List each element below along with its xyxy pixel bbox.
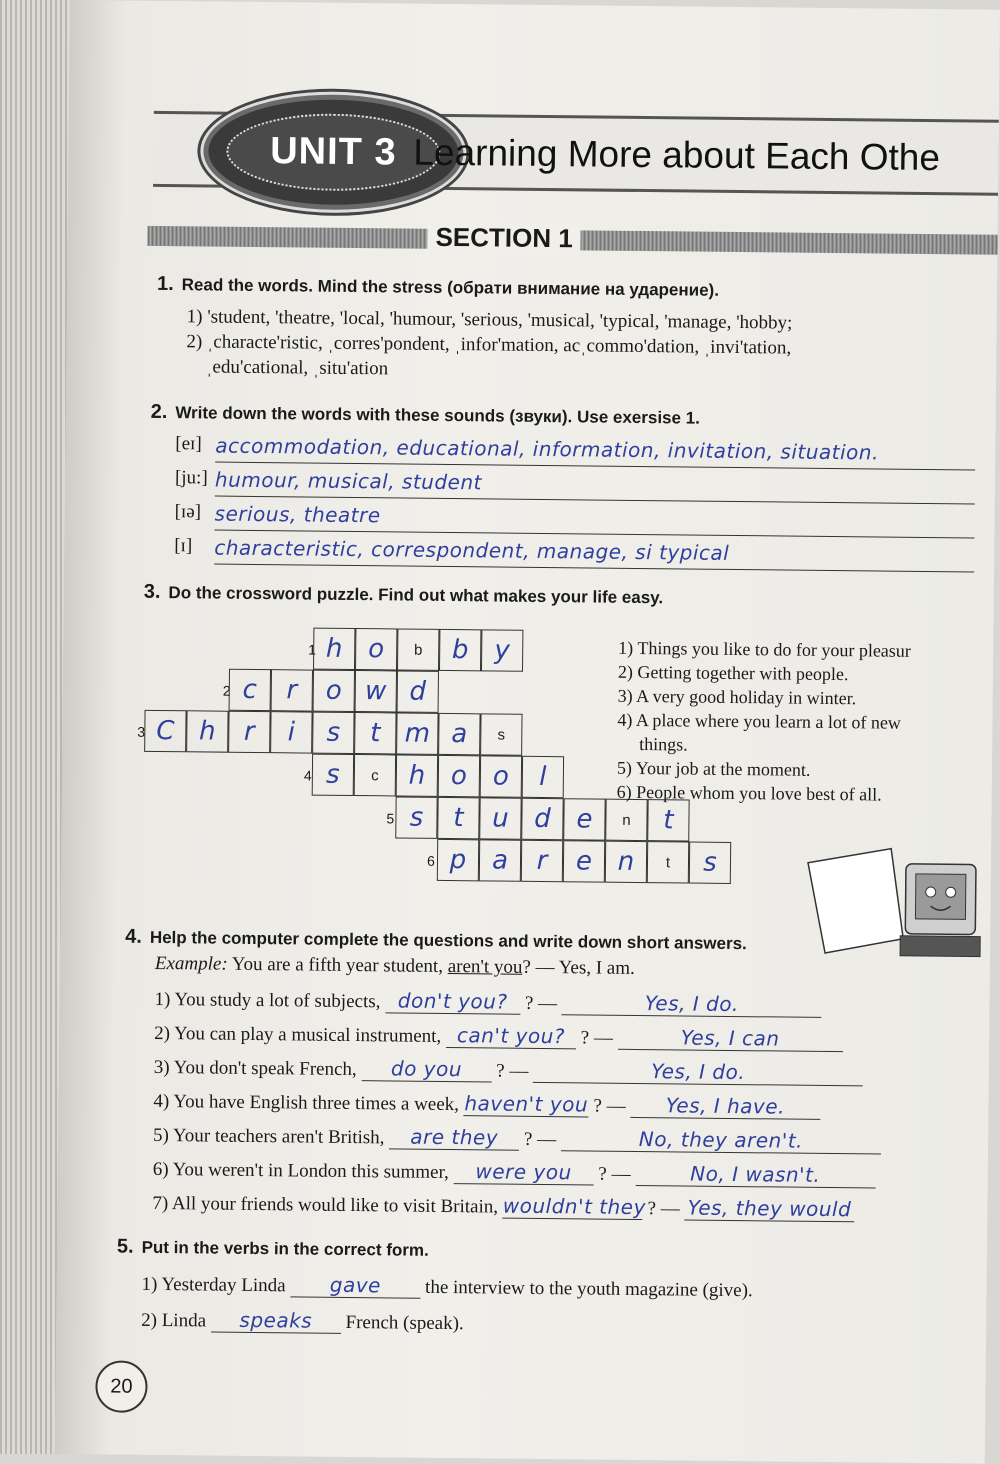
- page-number: 20: [95, 1360, 148, 1413]
- sound-label: [ɪ]: [174, 535, 193, 557]
- verb-field[interactable]: speaks: [211, 1308, 341, 1334]
- clue-number-1: 1: [308, 641, 317, 658]
- crossword-cell[interactable]: u: [479, 797, 521, 839]
- clue-line: 2) Getting together with people.: [617, 661, 849, 685]
- clue-line: things.: [639, 734, 688, 755]
- clue-line: 5) Your job at the moment.: [616, 757, 811, 780]
- clue-line: 3) A very good holiday in winter.: [617, 685, 857, 709]
- ex5-item-2: [141, 1307, 464, 1335]
- exercise-instruction: Help the computer complete the questions and write down short answers.: [149, 927, 747, 954]
- tag-field[interactable]: wouldn't they: [502, 1193, 647, 1220]
- separator: ? —: [523, 1128, 557, 1151]
- clue-line: 6) People whom you love best of all.: [616, 781, 882, 805]
- separator: ? —: [593, 1095, 626, 1117]
- ex4-example: [155, 953, 635, 980]
- question-row: [152, 1190, 982, 1233]
- sentence-end: French (speak).: [345, 1311, 464, 1335]
- question-stem: 3) You don't speak French,: [153, 1056, 357, 1081]
- answer-field[interactable]: [214, 536, 974, 573]
- answer-field[interactable]: [215, 468, 975, 505]
- section-label: SECTION 1: [427, 222, 581, 255]
- crossword-cell[interactable]: l: [522, 756, 564, 798]
- tag-field[interactable]: are they: [389, 1124, 519, 1150]
- exercise-instruction: Write down the words with these sounds (звуки). Use exersise 1.: [175, 403, 701, 428]
- separator: ? —: [598, 1163, 631, 1185]
- tag-field[interactable]: don't you?: [385, 988, 520, 1014]
- ex4-items: [152, 986, 984, 1233]
- exercise-1-title: [157, 273, 719, 302]
- crossword-cell[interactable]: h: [396, 754, 438, 796]
- clue-number-4: 4: [303, 767, 312, 784]
- sentence-end: the interview to the youth magazine (give).: [424, 1276, 753, 1302]
- question-stem: 5) Your teachers aren't British,: [153, 1124, 385, 1149]
- example-answer: ? — Yes, I am.: [522, 956, 635, 979]
- crossword-cell[interactable]: b: [439, 629, 481, 671]
- handwritten-answer: accommodation, educational, information, invitation, situation.: [215, 433, 880, 465]
- crossword-cell[interactable]: r: [521, 840, 563, 882]
- crossword-cell[interactable]: t: [647, 799, 689, 841]
- ex2-row-ei: [175, 433, 975, 463]
- sound-label: [eɪ]: [175, 433, 202, 455]
- exercise-4-title: [125, 926, 747, 956]
- clue-number-2: 2: [222, 682, 231, 699]
- exercise-2-title: [151, 401, 700, 430]
- sound-label: [ju:]: [174, 467, 208, 489]
- exercise-number: 1.: [156, 272, 174, 296]
- exercise-instruction: Read the words. Mind the stress (обрати внимание на ударение).: [181, 275, 720, 300]
- clue-line: 4) A place where you learn a lot of new: [617, 709, 901, 733]
- crossword-cell[interactable]: n: [605, 841, 647, 883]
- workbook-page: [55, 0, 1000, 1464]
- clue-number-3: 3: [137, 723, 146, 740]
- short-answer-field[interactable]: No, I wasn't.: [635, 1161, 875, 1189]
- exercise-5-title: [117, 1236, 429, 1262]
- short-answer-field[interactable]: Yes, I have.: [630, 1093, 820, 1120]
- short-answer-field[interactable]: Yes, I do.: [533, 1058, 863, 1086]
- tag-field[interactable]: do you: [361, 1056, 491, 1082]
- crossword-cell[interactable]: b: [397, 628, 439, 670]
- crossword-cell[interactable]: m: [396, 712, 438, 754]
- example-tag: aren't you: [447, 956, 523, 978]
- crossword-cell[interactable]: s: [395, 796, 437, 838]
- tag-field[interactable]: were you: [453, 1159, 593, 1185]
- ex5-item-1: [141, 1271, 752, 1302]
- crossword-clues: [617, 636, 911, 807]
- crossword-cell[interactable]: s: [312, 754, 354, 796]
- crossword-cell[interactable]: r: [228, 711, 270, 753]
- crossword-cell[interactable]: e: [563, 840, 605, 882]
- computer-illustration: [805, 843, 996, 965]
- crossword-cell[interactable]: s: [689, 842, 731, 884]
- crossword-cell[interactable]: t: [437, 797, 479, 839]
- handwritten-answer: humour, musical, student: [214, 467, 483, 495]
- exercise-3-title: [144, 581, 664, 609]
- question-stem: 6) You weren't in London this summer,: [152, 1158, 449, 1184]
- short-answer-field[interactable]: Yes, I do.: [562, 990, 822, 1018]
- short-answer-field[interactable]: Yes, they would: [684, 1196, 854, 1223]
- separator: ? —: [524, 992, 558, 1015]
- ex1-line-2: 2) ˌcharacte'ristic, ˌcorres'pondent, ˌinfor'mation, acˌcommo'dation, ˌinvi'tation,: [186, 331, 792, 359]
- sentence-start: 2) Linda: [141, 1309, 207, 1332]
- crossword-cell[interactable]: o: [438, 755, 480, 797]
- crossword-cell[interactable]: t: [647, 841, 689, 883]
- crossword-cell[interactable]: p: [437, 839, 479, 881]
- handwritten-answer: characteristic, correspondent, manage, si typical: [214, 535, 730, 565]
- tag-field[interactable]: haven't you: [464, 1091, 589, 1117]
- clue-line: 1) Things you like to do for your pleasur: [618, 637, 911, 661]
- exercise-number: 2.: [150, 400, 168, 424]
- crossword-cell[interactable]: a: [438, 713, 480, 755]
- exercise-instruction: Do the crossword puzzle. Find out what makes your life easy.: [168, 583, 664, 608]
- unit-badge-inner: [226, 113, 441, 192]
- crossword-cell[interactable]: e: [563, 798, 605, 840]
- question-stem: 7) All your friends would like to visit Britain,: [152, 1192, 499, 1218]
- ex1-line-3: ˌedu'cational, ˌsitu'ation: [206, 356, 389, 380]
- crossword-cell[interactable]: C: [144, 710, 186, 752]
- crossword-cell[interactable]: c: [354, 754, 396, 796]
- crossword-cell[interactable]: o: [313, 670, 355, 712]
- example-label: Example:: [154, 952, 228, 975]
- clue-number-6: 6: [426, 852, 435, 869]
- exercise-instruction: Put in the verbs in the correct form.: [141, 1237, 429, 1260]
- crossword-cell[interactable]: h: [186, 710, 228, 752]
- separator: ? —: [647, 1198, 680, 1220]
- question-stem: 2) You can play a musical instrument,: [154, 1022, 442, 1047]
- tag-field[interactable]: can't you?: [446, 1023, 576, 1049]
- exercise-number: 4.: [125, 925, 142, 948]
- sentence-start: 1) Yesterday Linda: [141, 1273, 286, 1297]
- ex1-line-1: 1) 'student, 'theatre, 'local, 'humour, 'serious, 'musical, 'typical, 'manage, 'hobby;: [186, 306, 793, 334]
- crossword-cell[interactable]: y: [481, 629, 523, 671]
- clue-number-5: 5: [386, 810, 395, 827]
- exercise-number: 5.: [116, 1235, 134, 1258]
- crossword-cell[interactable]: h: [313, 628, 355, 670]
- separator: ? —: [580, 1027, 614, 1049]
- answer-field[interactable]: [214, 502, 974, 539]
- crossword-cell[interactable]: t: [354, 712, 396, 754]
- handwritten-answer: serious, theatre: [214, 501, 381, 528]
- verb-field[interactable]: gave: [290, 1272, 420, 1298]
- ex2-row-i: [174, 535, 974, 565]
- crossword-cell[interactable]: o: [355, 628, 397, 670]
- crossword-cell[interactable]: s: [480, 713, 522, 755]
- crossword-cell[interactable]: o: [480, 755, 522, 797]
- crossword-cell[interactable]: s: [312, 712, 354, 754]
- unit-label: UNIT 3: [270, 130, 397, 174]
- separator: ? —: [496, 1060, 529, 1082]
- question-stem: 4) You have English three times a week,: [153, 1090, 460, 1116]
- crossword-cell[interactable]: c: [229, 669, 271, 711]
- crossword-cell[interactable]: r: [271, 669, 313, 711]
- crossword-cell[interactable]: d: [521, 798, 563, 840]
- short-answer-field[interactable]: Yes, I can: [618, 1025, 843, 1052]
- ex2-row-ju: [175, 467, 975, 497]
- crossword-cell[interactable]: i: [270, 711, 312, 753]
- question-stem: 1) You study a lot of subjects,: [154, 988, 381, 1013]
- example-text: You are a fifth year student,: [231, 953, 444, 977]
- crossword-cell[interactable]: a: [479, 839, 521, 881]
- ex2-row-ie: [175, 501, 975, 531]
- answer-field[interactable]: [215, 434, 975, 471]
- crossword-cell[interactable]: w: [355, 670, 397, 712]
- sound-label: [ɪə]: [174, 501, 202, 523]
- crossword-cell[interactable]: n: [605, 799, 647, 841]
- exercise-number: 3.: [143, 580, 161, 603]
- crossword-cell[interactable]: d: [397, 670, 439, 712]
- unit-title: Learning More about Each Othe: [413, 131, 941, 179]
- short-answer-field[interactable]: No, they aren't.: [561, 1126, 881, 1154]
